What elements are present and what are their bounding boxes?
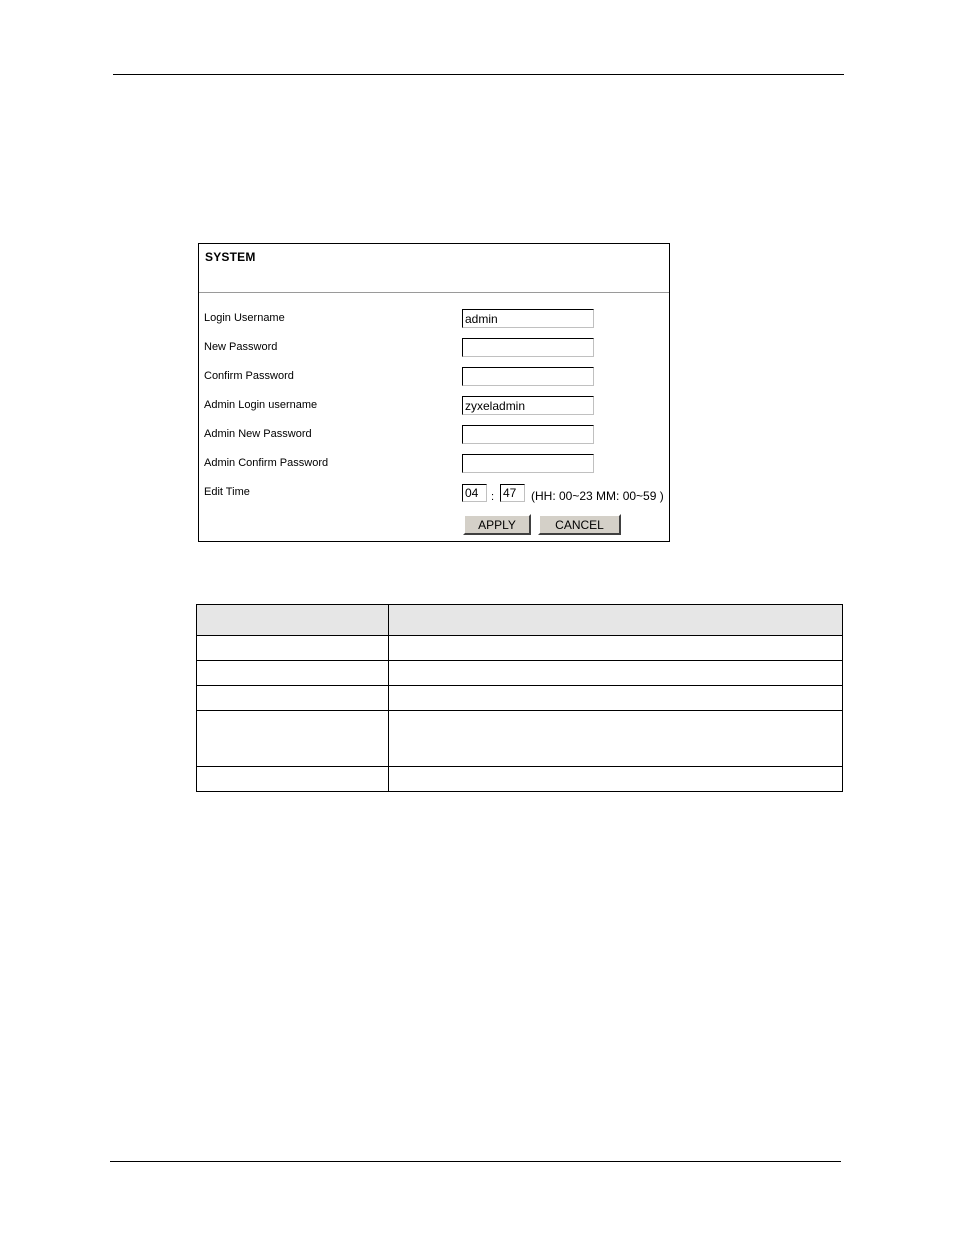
system-panel (198, 243, 670, 542)
admin-login-username-label: Admin Login username (204, 399, 318, 411)
confirm-password-input[interactable] (462, 367, 594, 386)
admin-new-password-label: Admin New Password (204, 428, 312, 440)
panel-divider (199, 292, 669, 293)
table-cell-label (197, 661, 389, 686)
table-cell-label (197, 767, 389, 792)
admin-login-username-input[interactable] (462, 396, 594, 415)
table-cell-label (197, 711, 389, 767)
admin-confirm-password-label: Admin Confirm Password (204, 457, 329, 469)
new-password-input[interactable] (462, 338, 594, 357)
edit-time-minute-input[interactable] (500, 484, 525, 502)
table-row (197, 711, 843, 767)
admin-confirm-password-input[interactable] (462, 454, 594, 473)
table-row (197, 636, 843, 661)
table-header-row (197, 605, 843, 636)
login-username-input[interactable] (462, 309, 594, 328)
table-row (197, 767, 843, 792)
time-separator: : (491, 491, 495, 503)
footer-rule (110, 1161, 841, 1162)
apply-button[interactable]: APPLY (463, 514, 531, 535)
table-cell-description (389, 661, 843, 686)
login-username-label: Login Username (204, 312, 285, 324)
table-cell-label (197, 636, 389, 661)
header-rule (113, 74, 844, 75)
table-cell-label (197, 686, 389, 711)
confirm-password-label: Confirm Password (204, 370, 294, 382)
table-cell-description (389, 767, 843, 792)
panel-title: SYSTEM (205, 250, 256, 264)
new-password-label: New Password (204, 341, 278, 353)
table-cell-description (389, 686, 843, 711)
table-header-description (389, 605, 843, 636)
table-header-label (197, 605, 389, 636)
field-description-table (196, 604, 843, 792)
admin-new-password-input[interactable] (462, 425, 594, 444)
cancel-button[interactable]: CANCEL (538, 514, 621, 535)
edit-time-hint: (HH: 00~23 MM: 00~59 ) (531, 489, 664, 503)
edit-time-label: Edit Time (204, 486, 250, 498)
table-row (197, 686, 843, 711)
table-row (197, 661, 843, 686)
table-cell-description (389, 636, 843, 661)
table-cell-description (389, 711, 843, 767)
edit-time-hour-input[interactable] (462, 484, 487, 502)
